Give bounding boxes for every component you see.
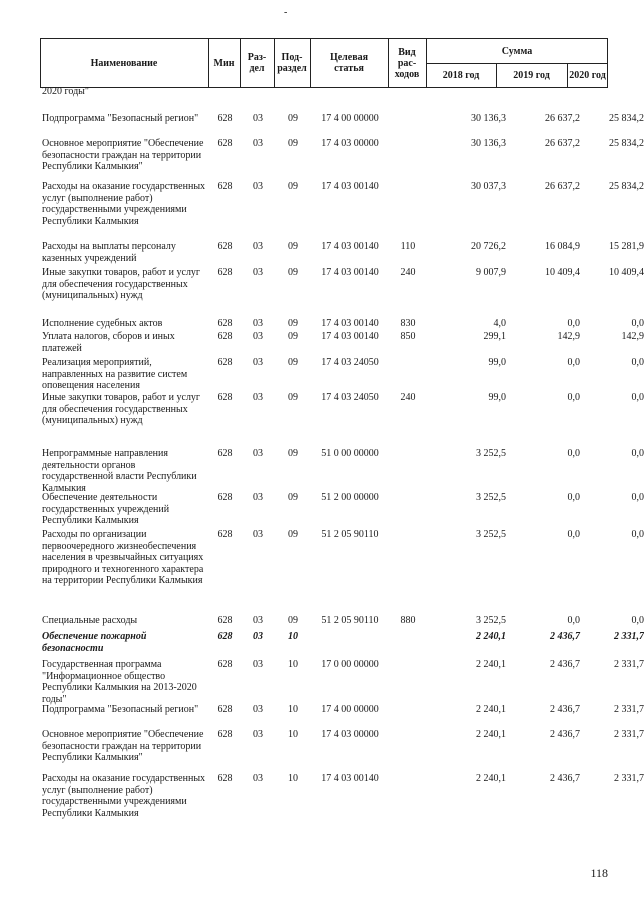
cell-cel: 17 4 00 00000 bbox=[321, 113, 379, 124]
cell-pod: 09 bbox=[288, 529, 298, 540]
cell-min: 628 bbox=[217, 492, 233, 503]
cell-min: 628 bbox=[217, 615, 233, 626]
cell-s20: 0,0 bbox=[631, 392, 644, 403]
cell-s19: 0,0 bbox=[567, 492, 580, 503]
cell-s19: 0,0 bbox=[567, 448, 580, 459]
cell-cel: 17 4 03 00140 bbox=[321, 773, 379, 784]
header-2019: 2019 год bbox=[513, 69, 550, 81]
cell-s18: 30 136,3 bbox=[471, 113, 506, 124]
cell-s18: 2 240,1 bbox=[476, 729, 506, 740]
cell-razd: 03 bbox=[253, 659, 263, 670]
cell-s19: 0,0 bbox=[567, 318, 580, 329]
cell-razd: 03 bbox=[253, 318, 263, 329]
page-number: 118 bbox=[590, 866, 608, 880]
cell-s19: 2 436,7 bbox=[550, 659, 580, 670]
cell-cel: 17 4 03 00140 bbox=[321, 241, 379, 252]
header-min: Мин bbox=[213, 57, 235, 69]
cell-s20: 25 834,2 bbox=[609, 181, 644, 192]
cell-pod: 09 bbox=[288, 138, 298, 149]
cell-pod: 09 bbox=[288, 241, 298, 252]
cell-cel: 17 4 03 24050 bbox=[321, 392, 379, 403]
cell-razd: 03 bbox=[253, 113, 263, 124]
cell-s19: 26 637,2 bbox=[545, 138, 580, 149]
cell-razd: 03 bbox=[253, 729, 263, 740]
header-cel: Целевая статья bbox=[329, 52, 369, 74]
cell-s18: 2 240,1 bbox=[476, 704, 506, 715]
cell-cel: 51 2 05 90110 bbox=[321, 615, 379, 626]
cell-pod: 10 bbox=[288, 729, 298, 740]
cell-s19: 2 436,7 bbox=[550, 729, 580, 740]
cell-s18: 299,1 bbox=[483, 331, 506, 342]
cell-vid: 880 bbox=[400, 615, 416, 626]
cell-name: Основное мероприятие "Обеспечение безопасности граждан на территории Республики Калмыкия" bbox=[42, 138, 204, 172]
cell-s18: 20 726,2 bbox=[471, 241, 506, 252]
cell-s20: 25 834,2 bbox=[609, 138, 644, 149]
cell-pod: 09 bbox=[288, 318, 298, 329]
cell-min: 628 bbox=[217, 267, 233, 278]
header-2018: 2018 год bbox=[442, 69, 480, 81]
cell-min: 628 bbox=[217, 241, 233, 252]
cell-s19: 0,0 bbox=[567, 615, 580, 626]
cell-s18: 99,0 bbox=[488, 357, 506, 368]
cell-pod: 09 bbox=[288, 492, 298, 503]
cell-s19: 0,0 bbox=[567, 392, 580, 403]
cell-min: 628 bbox=[217, 729, 233, 740]
cell-razd: 03 bbox=[253, 529, 263, 540]
cell-pod: 09 bbox=[288, 357, 298, 368]
cell-cel: 17 4 03 00140 bbox=[321, 181, 379, 192]
cell-cel: 17 4 03 00140 bbox=[321, 318, 379, 329]
cell-pod: 09 bbox=[288, 181, 298, 192]
cell-s20: 0,0 bbox=[631, 615, 644, 626]
table-header bbox=[40, 38, 608, 88]
cell-cel: 17 4 03 00140 bbox=[321, 331, 379, 342]
cell-name: Иные закупки товаров, работ и услуг для обеспечения государственных (муниципальных) нужд bbox=[42, 392, 201, 426]
cell-razd: 03 bbox=[253, 704, 263, 715]
cell-name: Расходы по организации первоочередного жизнеобеспечения населения в чрезвычайных ситуациях природного и техногенного характера на территории Республики Калмыкия bbox=[42, 529, 204, 586]
cell-cel: 17 0 00 00000 bbox=[321, 659, 379, 670]
cell-s20: 2 331,7 bbox=[614, 773, 644, 784]
cell-s18: 30 037,3 bbox=[471, 181, 506, 192]
cell-min: 628 bbox=[217, 448, 233, 459]
cell-min: 628 bbox=[217, 318, 233, 329]
cell-cel: 17 4 03 00000 bbox=[321, 729, 379, 740]
cell-pod: 09 bbox=[288, 267, 298, 278]
cell-razd: 03 bbox=[253, 615, 263, 626]
cell-s19: 26 637,2 bbox=[545, 113, 580, 124]
cell-s20: 142,9 bbox=[621, 331, 644, 342]
cell-razd: 03 bbox=[253, 267, 263, 278]
cell-vid: 240 bbox=[400, 267, 416, 278]
cell-s19: 26 637,2 bbox=[545, 181, 580, 192]
cell-razd: 03 bbox=[253, 631, 263, 642]
cell-s19: 0,0 bbox=[567, 529, 580, 540]
header-razd: Раз- дел bbox=[247, 52, 267, 74]
cell-name: Государственная программа "Информационное общество Республики Калмыкия на 2013-2020 годы" bbox=[42, 659, 197, 705]
cell-cel: 17 4 03 24050 bbox=[321, 357, 379, 368]
cell-s18: 3 252,5 bbox=[476, 448, 506, 459]
top-mark: - bbox=[284, 7, 288, 18]
cell-cel: 51 2 05 90110 bbox=[321, 529, 379, 540]
cell-s18: 2 240,1 bbox=[476, 659, 506, 670]
cell-pod: 09 bbox=[288, 448, 298, 459]
cell-s20: 2 331,7 bbox=[614, 729, 644, 740]
cell-name: Расходы на оказание государственных услуг (выполнение работ) государственными учреждениями Республики Калмыкия bbox=[42, 181, 206, 227]
cell-razd: 03 bbox=[253, 357, 263, 368]
cell-min: 628 bbox=[217, 659, 233, 670]
cell-name: Подпрограмма "Безопасный регион" bbox=[42, 704, 199, 715]
cell-name: Расходы на выплаты персоналу казенных учреждений bbox=[42, 241, 176, 264]
cell-name: Исполнение судебных актов bbox=[42, 318, 163, 329]
cell-cel: 17 4 03 00000 bbox=[321, 138, 379, 149]
cell-s20: 2 331,7 bbox=[614, 659, 644, 670]
cell-s19: 16 084,9 bbox=[545, 241, 580, 252]
cell-s18: 99,0 bbox=[488, 392, 506, 403]
cell-name: Основное мероприятие "Обеспечение безопасности граждан на территории Республики Калмыкия" bbox=[42, 729, 204, 763]
cell-pod: 09 bbox=[288, 113, 298, 124]
cell-s19: 2 436,7 bbox=[550, 704, 580, 715]
cell-name: Уплата налогов, сборов и иных платежей bbox=[42, 331, 175, 354]
cell-s18: 3 252,5 bbox=[476, 492, 506, 503]
header-pod: Под- раздел bbox=[277, 52, 307, 74]
cell-name: Иные закупки товаров, работ и услуг для обеспечения государственных (муниципальных) нужд bbox=[42, 267, 201, 301]
cell-min: 628 bbox=[217, 392, 233, 403]
cell-min: 628 bbox=[217, 357, 233, 368]
cell-s19: 10 409,4 bbox=[545, 267, 580, 278]
cell-s20: 0,0 bbox=[631, 448, 644, 459]
row-name: 2020 годы" bbox=[42, 86, 89, 97]
cell-s18: 30 136,3 bbox=[471, 138, 506, 149]
header-name: Наименование bbox=[90, 57, 158, 69]
header-vid: Вид рас- ходов bbox=[394, 46, 420, 80]
cell-s18: 3 252,5 bbox=[476, 529, 506, 540]
cell-s18: 4,0 bbox=[493, 318, 506, 329]
header-2020: 2020 год bbox=[569, 69, 606, 81]
cell-s19: 2 436,7 bbox=[550, 773, 580, 784]
cell-s19: 2 436,7 bbox=[550, 631, 580, 642]
cell-s20: 2 331,7 bbox=[614, 631, 644, 642]
cell-cel: 17 4 03 00140 bbox=[321, 267, 379, 278]
cell-min: 628 bbox=[217, 529, 233, 540]
cell-name: Специальные расходы bbox=[42, 615, 138, 626]
cell-s20: 0,0 bbox=[631, 357, 644, 368]
cell-name: Расходы на оказание государственных услуг (выполнение работ) государственными учреждениями Республики Калмыкия bbox=[42, 773, 206, 819]
cell-s20: 25 834,2 bbox=[609, 113, 644, 124]
cell-s20: 2 331,7 bbox=[614, 704, 644, 715]
cell-pod: 10 bbox=[288, 773, 298, 784]
cell-pod: 09 bbox=[288, 392, 298, 403]
cell-pod: 10 bbox=[288, 704, 298, 715]
cell-razd: 03 bbox=[253, 181, 263, 192]
cell-min: 628 bbox=[217, 113, 233, 124]
cell-min: 628 bbox=[217, 773, 233, 784]
cell-min: 628 bbox=[217, 704, 233, 715]
cell-s20: 0,0 bbox=[631, 318, 644, 329]
cell-min: 628 bbox=[217, 331, 233, 342]
cell-razd: 03 bbox=[253, 331, 263, 342]
cell-min: 628 bbox=[217, 631, 233, 642]
cell-s20: 10 409,4 bbox=[609, 267, 644, 278]
cell-s20: 15 281,9 bbox=[609, 241, 644, 252]
cell-pod: 09 bbox=[288, 331, 298, 342]
cell-name: Непрограммные направления деятельности органов государственной власти Республики Калмыкия bbox=[42, 448, 197, 494]
cell-vid: 110 bbox=[400, 241, 416, 252]
cell-min: 628 bbox=[217, 181, 233, 192]
cell-razd: 03 bbox=[253, 138, 263, 149]
cell-pod: 10 bbox=[288, 631, 298, 642]
cell-cel: 17 4 00 00000 bbox=[321, 704, 379, 715]
cell-s19: 142,9 bbox=[557, 331, 580, 342]
cell-razd: 03 bbox=[253, 392, 263, 403]
cell-vid: 240 bbox=[400, 392, 416, 403]
cell-s18: 2 240,1 bbox=[476, 631, 506, 642]
cell-min: 628 bbox=[217, 138, 233, 149]
cell-vid: 850 bbox=[400, 331, 416, 342]
cell-name: Реализация мероприятий, направленных на развитие систем оповещения населения bbox=[42, 357, 188, 391]
cell-s18: 2 240,1 bbox=[476, 773, 506, 784]
cell-s18: 3 252,5 bbox=[476, 615, 506, 626]
cell-razd: 03 bbox=[253, 773, 263, 784]
cell-razd: 03 bbox=[253, 492, 263, 503]
cell-razd: 03 bbox=[253, 448, 263, 459]
cell-razd: 03 bbox=[253, 241, 263, 252]
cell-cel: 51 0 00 00000 bbox=[321, 448, 379, 459]
cell-name: Обеспечение пожарной безопасности bbox=[42, 631, 147, 654]
cell-pod: 09 bbox=[288, 615, 298, 626]
cell-s19: 0,0 bbox=[567, 357, 580, 368]
cell-name: Обеспечение деятельности государственных учреждений Республики Калмыкия bbox=[42, 492, 170, 526]
cell-vid: 830 bbox=[400, 318, 416, 329]
cell-name: Подпрограмма "Безопасный регион" bbox=[42, 113, 199, 124]
cell-s18: 9 007,9 bbox=[476, 267, 506, 278]
cell-pod: 10 bbox=[288, 659, 298, 670]
header-summa: Сумма bbox=[501, 45, 533, 57]
cell-cel: 51 2 00 00000 bbox=[321, 492, 379, 503]
cell-s20: 0,0 bbox=[631, 492, 644, 503]
cell-s20: 0,0 bbox=[631, 529, 644, 540]
